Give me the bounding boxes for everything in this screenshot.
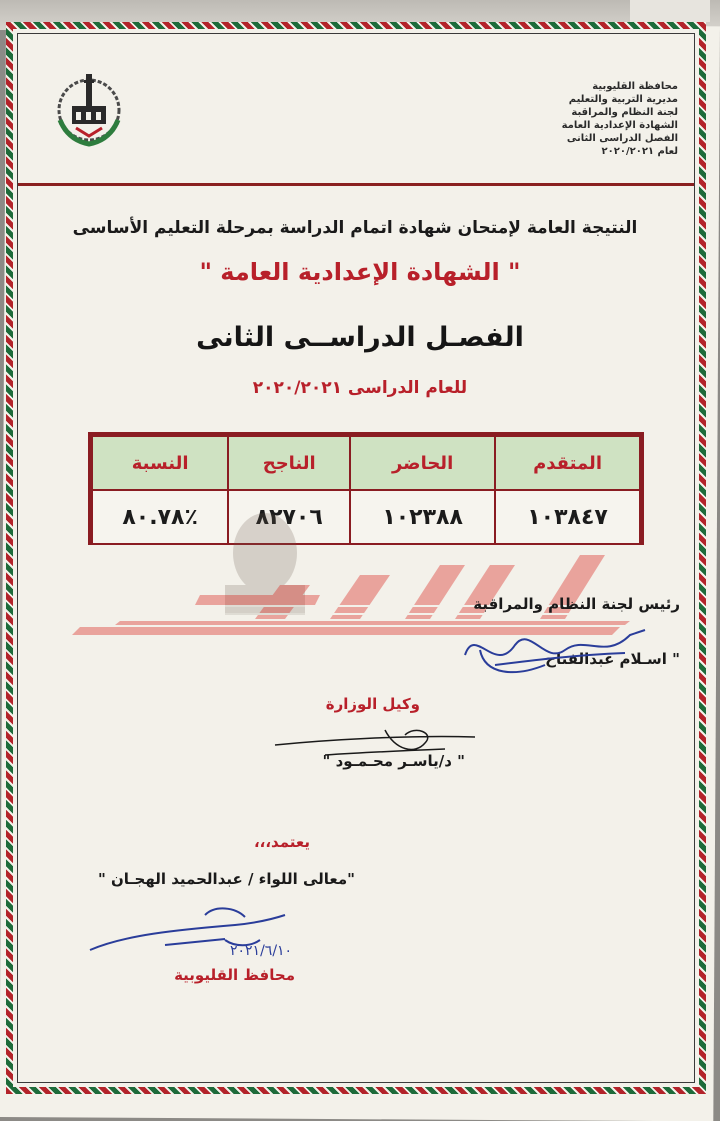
header-line: الفصل الدراسى الثانى xyxy=(566,133,678,144)
certificate-name: " الشهادة الإعدادية العامة " xyxy=(199,258,521,286)
table-header-row xyxy=(92,436,640,490)
results-table xyxy=(88,432,644,545)
document-title: النتيجة العامة لإمتحان شهادة اتمام الدراسة بمرحلة التعليم الأساسى xyxy=(72,218,638,238)
header-line: لجنة النظام والمراقبة xyxy=(571,107,678,118)
value-percentage: ٪٨٠.٧٨ xyxy=(92,490,228,544)
header-line: لعام ٢٠٢٠/٢٠٢١ xyxy=(601,146,678,157)
governorate-logo-icon xyxy=(50,66,128,148)
header-passed: الناجح xyxy=(228,436,350,490)
committee-head-signature xyxy=(455,605,655,685)
svg-text:٢٠٢١/٦/١٠: ٢٠٢١/٦/١٠ xyxy=(230,943,293,959)
header-divider xyxy=(18,183,694,186)
governor-role: محافظ القليوبية xyxy=(174,966,295,984)
header-line: مديرية التربية والتعليم xyxy=(568,94,678,105)
value-applicants: ١٠٣٨٤٧ xyxy=(495,490,640,544)
deputy-minister-title: وكيل الوزارة xyxy=(325,695,420,713)
value-attended: ١٠٢٣٨٨ xyxy=(350,490,495,544)
header-percentage: النسبة xyxy=(92,436,228,490)
semester-title: الفصـل الدراســى الثانى xyxy=(196,322,524,353)
header-attended: الحاضر xyxy=(350,436,495,490)
value-passed: ٨٢٧٠٦ xyxy=(228,490,350,544)
header-applicants: المتقدم xyxy=(495,436,640,490)
background-object xyxy=(630,0,710,22)
header-line: محافظة القليوبية xyxy=(592,81,678,92)
academic-year: للعام الدراسى ٢٠٢٠/٢٠٢١ xyxy=(252,378,468,398)
governor-signature xyxy=(85,895,295,965)
issuer-header xyxy=(562,80,678,158)
deputy-minister-name: " د/ياسـر محـمـود " xyxy=(322,752,465,770)
header-line: الشهادة الإعدادية العامة xyxy=(561,120,678,131)
committee-head-title: رئيس لجنة النظام والمراقبة xyxy=(473,595,680,613)
approval-label: يعتمد،،، xyxy=(253,833,310,851)
governor-name: "معالى اللواء / عبدالحميد الهجـان " xyxy=(97,870,355,888)
committee-head-name: " اسـلام عبدالفتاح xyxy=(545,650,680,668)
